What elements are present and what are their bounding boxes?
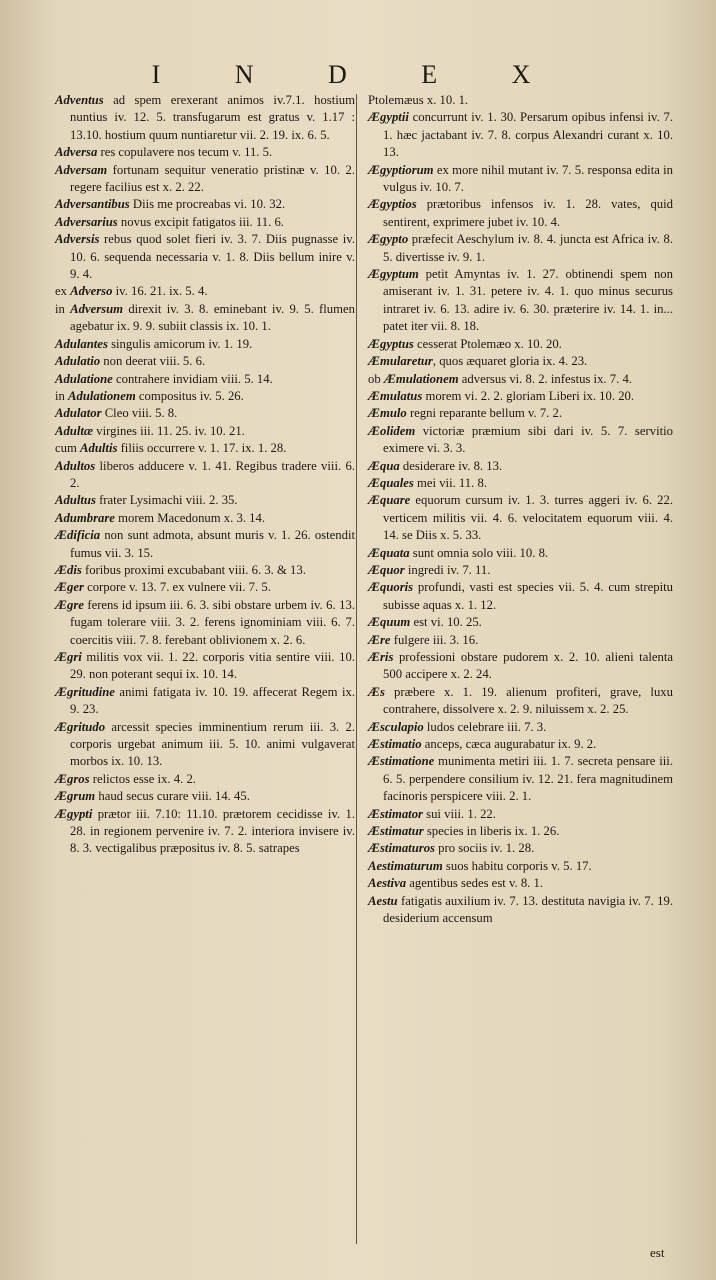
entry-prefix: ob [368,371,384,386]
entry-references: pro sociis iv. 1. 28. [434,841,535,856]
entry-headword: Adversa [55,145,98,160]
entry-prefix: in [55,388,69,403]
entry-references: , quos æquaret gloria ix. 4. 23. [432,354,588,369]
index-entry [55,719,355,771]
entry-headword: Æger [55,580,84,595]
entry-references: relictos esse ix. 4. 2. [89,771,196,786]
entry-headword: Ægritudo [55,719,106,734]
index-entry [368,806,673,823]
entry-headword: Ægyptii [368,110,409,125]
entry-references: sunt omnia solo viii. 10. 8. [409,545,549,560]
index-entry [55,492,355,509]
entry-headword: Adumbrare [55,510,115,525]
entry-references: adversus vi. 8. 2. infestus ix. 7. 4. [458,371,632,386]
page-header: I N D E X [151,60,565,89]
entry-references: est vi. 10. 25. [410,615,482,630]
entry-headword: Æstimatur [368,824,424,839]
index-entry [55,405,355,422]
index-entry [55,423,355,440]
entry-references: res copulavere nos tecum v. 11. 5. [97,145,273,160]
index-entry [55,806,355,858]
entry-references: professioni obstare pudorem x. 2. 10. alieni talenta 500 accipere x. 2. 24. [383,650,673,682]
index-entry [368,371,673,388]
entry-headword: Æquare [368,493,411,508]
entry-references: profundi, vasti est species vii. 5. 4. cum strepitu subisse aquas x. 1. 12. [383,580,673,612]
entry-references: munimenta metiri iii. 1. 7. secreta pensare iii. 6. 5. perpendere consilium iv. 12. 21. fera magnitudinem facinoris perspicere viii. 2. 1. [383,754,673,804]
index-entry [55,301,355,336]
index-entry [55,353,355,370]
entry-references: animi fatigata iv. 10. 19. affecerat Regem ix. 9. 23. [70,684,355,717]
entry-references: Cleo viii. 5. 8. [101,406,178,421]
index-entry [55,684,355,719]
entry-references: filiis occurrere v. 1. 17. ix. 1. 28. [117,441,287,456]
entry-references: militis vox vii. 1. 22. corporis vitia sentire viii. 10. 29. non poterant sequi ix. 10. 14. [70,650,355,682]
index-entry [55,510,355,527]
entry-references: singulis amicorum iv. 1. 19. [107,336,253,351]
entry-references: direxit iv. 3. 8. eminebant iv. 9. 5. flumen agebatur ix. 9. 9. subiit classis ix. 10. 1. [70,301,355,334]
entry-references: desiderare iv. 8. 13. [399,458,503,473]
entry-headword: Ægyptus [368,336,414,351]
entry-references: regni reparante bellum v. 7. 2. [406,406,563,421]
index-entry [55,231,355,283]
entry-prefix: ex [55,284,71,299]
entry-references: arcessit species imminentium rerum iii. 3. 2. corporis urgebat animum iii. 5. 10. animi vulgaverat morbos ix. 10. 13. [70,719,355,769]
entry-references: contrahere invidiam viii. 5. 14. [112,371,273,386]
entry-references: prætoribus infensos iv. 1. 28. vates, quid sentirent, exprimere jubet iv. 10. 4. [383,197,673,229]
index-entry [55,371,355,388]
index-entry [368,823,673,840]
entry-headword: Æstimatione [368,754,435,769]
index-entry [368,162,673,197]
index-entry [55,162,355,197]
entry-headword: Ædis [55,562,82,577]
entry-headword: Adversam [55,162,108,177]
entry-headword: Ægypti [55,806,93,821]
entry-headword: Æmularetur [368,354,433,369]
entry-headword: Adulatio [55,354,101,369]
entry-references: rebus quod solet fieri iv. 3. 7. Diis pugnasse iv. 10. 6. sequenda necessaria v. 1. 8. Diis bellum inire v. 9. 4. [70,232,355,282]
index-entry [368,562,673,579]
entry-headword: Æmulationem [383,371,459,386]
index-entry [55,283,355,300]
entry-references: ex more nihil mutant iv. 7. 5. responsa edita in vulgus iv. 10. 7. [383,162,673,195]
index-entry [368,109,673,161]
entry-headword: Adversarius [55,214,118,229]
index-entry [368,632,673,649]
index-entry [368,684,673,719]
entry-references: morem Macedonum x. 3. 14. [114,510,266,525]
index-entry [368,893,673,928]
entry-headword: Æquoris [368,580,414,595]
entry-references: frater Lysimachi viii. 2. 35. [95,493,238,508]
entry-references: species in liberis ix. 1. 26. [423,824,560,839]
entry-headword: Aestimaturum [368,858,443,873]
entry-references: ingredi iv. 7. 11. [404,562,491,577]
entry-headword: Æmulatus [368,388,423,403]
entry-headword: Adventus [55,93,104,107]
entry-headword: Æqua [368,458,400,473]
entry-references: non sunt admota, absunt muris v. 1. 26. ostendit fumus vii. 3. 15. [70,528,355,560]
index-entry [368,719,673,736]
entry-headword: Æstimator [368,806,423,821]
entry-headword: Æsculapio [368,719,424,734]
entry-headword: Adultos [55,458,96,473]
entry-references: ferens id ipsum iii. 6. 3. sibi obstare urbem iv. 6. 13. fugam tolerare viii. 3. 2. ferens ignominiam viii. 6. 7. coercitis viii. 7. 8. ferebant oblivionem x. 2. 6. [70,597,355,647]
entry-references: corpore v. 13. 7. ex vulnere vii. 7. 5. [83,580,271,595]
entry-headword: Æquales [368,475,414,490]
index-entry [55,458,355,493]
catchword: est [650,1245,665,1260]
index-entry [368,92,673,109]
entry-references: foribus proximi excubabant viii. 6. 3. & 13. [81,562,306,577]
index-entry [368,736,673,753]
entry-references: novus excipit fatigatos iii. 11. 6. [117,214,284,229]
index-entry [368,405,673,422]
entry-references: haud secus curare viii. 14. 45. [95,789,250,804]
index-entry [368,475,673,492]
entry-references: morem vi. 2. 2. gloriam Liberi ix. 10. 20. [422,388,635,403]
index-entry [368,388,673,405]
right-column [368,92,673,928]
entry-headword: Æris [368,650,394,664]
index-entry [368,353,673,370]
entry-references: mei vii. 11. 8. [413,475,488,490]
index-entry [368,231,673,266]
entry-headword: Adversis [55,232,100,247]
entry-references: non deerat viii. 5. 6. [100,354,206,369]
entry-headword: Adulatione [55,371,113,386]
index-entry [55,788,355,805]
entry-headword: Ægyptum [368,267,419,282]
entry-headword: Ære [368,632,391,647]
entry-headword: Ægre [55,597,84,612]
index-entry [55,579,355,596]
index-entry [368,753,673,805]
entry-references: fatigatis auxilium iv. 7. 13. destituta navigia iv. 7. 19. desiderium accensum [383,893,673,926]
entry-headword: Ægros [55,771,90,786]
index-entry [368,840,673,857]
entry-references: ludos celebrare iii. 7. 3. [423,719,547,734]
index-entry [55,597,355,649]
entry-headword: Adulationem [68,388,136,403]
index-entry [368,614,673,631]
index-entry [55,527,355,562]
index-entry [55,144,355,161]
index-entry [368,875,673,892]
entry-headword: Ægri [55,650,82,664]
entry-references: liberos adducere v. 1. 41. Regibus tradere viii. 6. 2. [70,458,355,490]
index-entry [368,545,673,562]
entry-headword: Ægrum [55,789,96,804]
entry-headword: Adversantibus [55,197,130,212]
entry-headword: Aestiva [368,876,407,891]
entry-headword: Adverso [70,284,113,299]
entry-headword: Adulantes [55,336,108,351]
entry-references: fulgere iii. 3. 16. [390,632,479,647]
index-entry [55,649,355,684]
entry-headword: Ægritudine [55,684,115,699]
entry-references: iv. 16. 21. ix. 5. 4. [112,284,208,299]
column-divider [356,94,357,1244]
index-entry [55,388,355,405]
entry-headword: Ædificia [55,528,101,543]
index-entry [55,440,355,457]
entry-headword: Æolidem [368,423,416,438]
index-entry [368,858,673,875]
entry-references: concurrunt iv. 1. 30. Persarum opibus infensi iv. 7. 1. hæc jactabant iv. 7. 8. corpus Alexandri curant x. 10. 13. [383,110,673,160]
entry-references: compositus iv. 5. 26. [135,388,244,403]
entry-references: agentibus sedes est v. 8. 1. [406,876,544,891]
entry-references: ad spem erexerant animos iv.7.1. hostium nuntius iv. 12. 5. transfugarum est gratus v. 1.17 : 13.10. hostium quum nuntiaretur vii. 2. 19. ix. 6. 5. [70,93,355,142]
index-entry [368,649,673,684]
entry-headword: Ægyptios [368,197,417,212]
entry-headword: Adulator [55,406,102,421]
entry-headword: Æstimatio [368,737,422,752]
entry-references: Diis me procreabas vi. 10. 32. [129,197,286,212]
entry-references: anceps, cæca augurabatur ix. 9. 2. [421,737,597,752]
entry-headword: Aestu [368,893,398,908]
entry-references: præfecit Aeschylum iv. 8. 4. juncta est Africa iv. 8. 5. divertisse iv. 9. 1. [383,232,673,264]
entry-references: equorum cursum iv. 1. 3. turres aggeri iv. 6. 22. verticem militis vii. 4. 6. velocitatem equorum viii. 4. 14. se Diis x. 5. 33. [383,493,673,543]
entry-headword: Æstimaturos [368,841,435,856]
index-entry [55,771,355,788]
entry-prefix: cum [55,441,81,456]
index-entry [368,579,673,614]
index-entry [55,196,355,213]
entry-prefix: in [55,301,71,316]
entry-references: suos habitu corporis v. 5. 17. [442,858,592,873]
index-entry [55,92,355,144]
entry-references: victoriæ præmium sibi dari iv. 5. 7. servitio eximere vi. 3. 3. [383,423,673,456]
index-entry [368,423,673,458]
entry-references: sui viii. 1. 22. [422,806,496,821]
entry-references: petit Amyntas iv. 1. 27. obtinendi spem non amiserant iv. 1. 31. petere iv. 4. 1. quo minus securus intraret iv. 6. 13. adire iv. 6. 30. præterire iv. 14. 1. in... patet iter vii. 8. 18. [383,267,673,334]
entry-references: prætor iii. 7.10: 11.10. prætorem cecidisse iv. 1. 28. in regionem pervenire iv. 7. 2. interiora invisere iv. 8. 3. vectigalibus præpositus iv. 8. 5. satrapes [70,806,355,856]
index-entry [55,214,355,231]
index-entry [368,458,673,475]
index-entry [55,562,355,579]
entry-references: virgines iii. 11. 25. iv. 10. 21. [93,423,245,438]
index-entry [368,336,673,353]
left-column [55,92,355,858]
entry-headword: Æs [368,684,385,699]
entry-references: cesserat Ptolemæo x. 10. 20. [413,336,562,351]
entry-headword: Adultus [55,493,96,508]
index-entry [55,336,355,353]
index-entry [368,492,673,544]
entry-headword: Ægyptiorum [368,162,434,177]
entry-headword: Adversum [70,301,124,316]
entry-references: præbere x. 1. 19. alienum profiteri, grave, luxu contrahere, dissolvere x. 2. 9. niluissem x. 2. 25. [383,684,673,717]
entry-headword: Æmulo [368,406,407,421]
index-entry [368,196,673,231]
entry-prefix: Ptolemæus x. 10. 1. [368,93,469,107]
entry-headword: Æquor [368,562,405,577]
entry-headword: Æquata [368,545,410,560]
index-entry [368,266,673,336]
entry-headword: Æquum [368,615,411,630]
entry-references: fortunam sequitur veneratio pristinæ v. 10. 2. regere facilius est x. 2. 22. [70,162,355,195]
entry-headword: Ægypto [368,232,409,247]
entry-headword: Adultæ [55,423,94,438]
entry-headword: Adultis [80,441,118,456]
